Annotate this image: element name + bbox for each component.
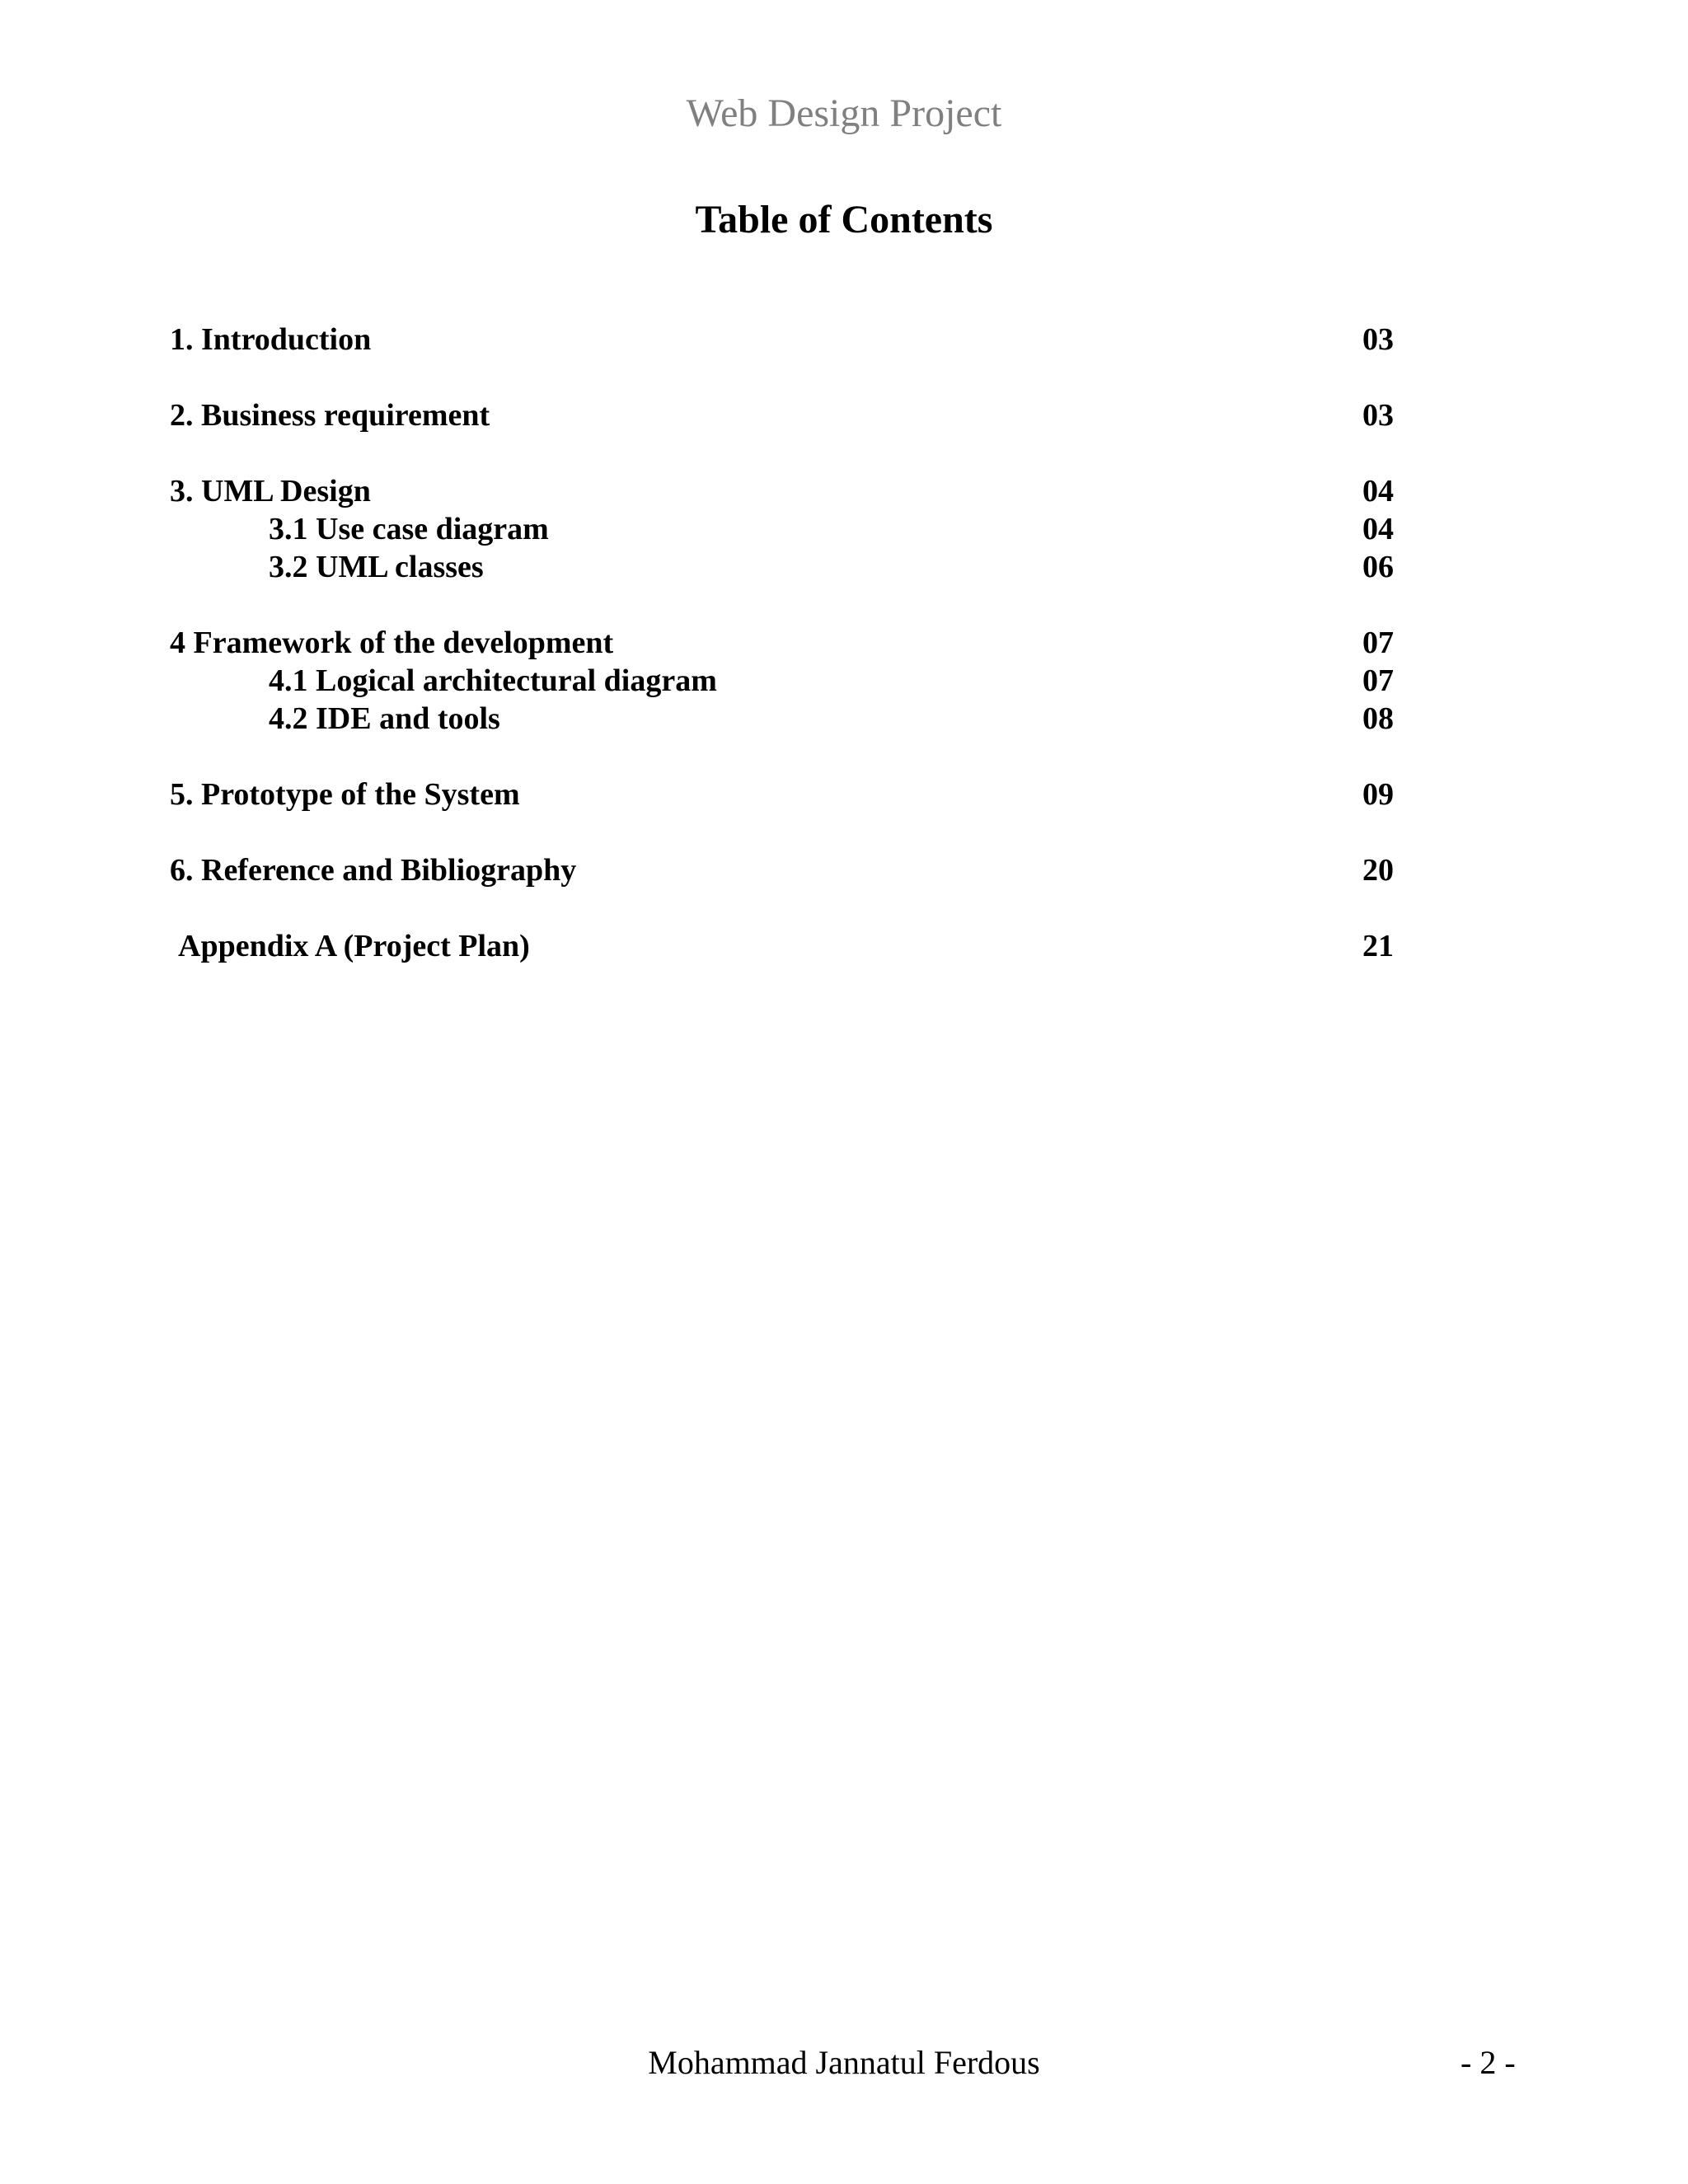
toc-entry-prototype[interactable] <box>170 776 1394 813</box>
toc-entry-page: 03 <box>1362 398 1394 433</box>
toc-entry-page: 07 <box>1362 663 1394 698</box>
toc-entry-label: 1. Introduction <box>170 322 372 357</box>
toc-entry-label: 3.1 Use case diagram <box>269 512 549 546</box>
toc-entry-page: 04 <box>1362 474 1394 509</box>
toc-entry-page: 06 <box>1362 550 1394 584</box>
toc-entry-label: 3.2 UML classes <box>269 550 484 584</box>
page-header-title: Web Design Project <box>686 91 1002 135</box>
toc-entry-ide-and-tools[interactable] <box>170 700 1394 738</box>
toc-entry-use-case-diagram[interactable] <box>170 510 1394 548</box>
toc-entry-logical-architectural-diagram[interactable] <box>170 662 1394 700</box>
toc-entry-label: 4 Framework of the development <box>170 626 614 660</box>
toc-entry-label: 5. Prototype of the System <box>170 777 520 812</box>
toc-entry-label: 6. Reference and Bibliography <box>170 853 577 888</box>
toc-entry-uml-design[interactable] <box>170 472 1394 510</box>
toc-entry-page: 03 <box>1362 322 1394 357</box>
toc-entry-page: 07 <box>1362 626 1394 660</box>
toc-entry-label: Appendix A (Project Plan) <box>178 929 530 963</box>
toc-entry-page: 21 <box>1362 929 1394 963</box>
toc-entry-framework[interactable] <box>170 624 1394 662</box>
toc-entry-introduction[interactable] <box>170 321 1394 359</box>
toc-entry-label: 4.1 Logical architectural diagram <box>269 663 717 698</box>
toc-entry-uml-classes[interactable] <box>170 548 1394 586</box>
toc-entry-reference-bibliography[interactable] <box>170 851 1394 889</box>
toc-entry-label: 4.2 IDE and tools <box>269 701 500 736</box>
toc-entry-page: 09 <box>1362 777 1394 812</box>
toc-entry-page: 08 <box>1362 701 1394 736</box>
toc-entry-appendix-a[interactable] <box>170 927 1394 965</box>
toc-entry-page: 20 <box>1362 853 1394 888</box>
toc-entry-page: 04 <box>1362 512 1394 546</box>
toc-entry-label: 2. Business requirement <box>170 398 490 433</box>
footer-page-number: - 2 - <box>1461 2044 1516 2081</box>
toc-entry-business-requirement[interactable] <box>170 396 1394 434</box>
toc-entry-label: 3. UML Design <box>170 474 371 509</box>
footer-author: Mohammad Jannatul Ferdous <box>648 2044 1040 2081</box>
toc-heading: Table of Contents <box>695 198 993 241</box>
